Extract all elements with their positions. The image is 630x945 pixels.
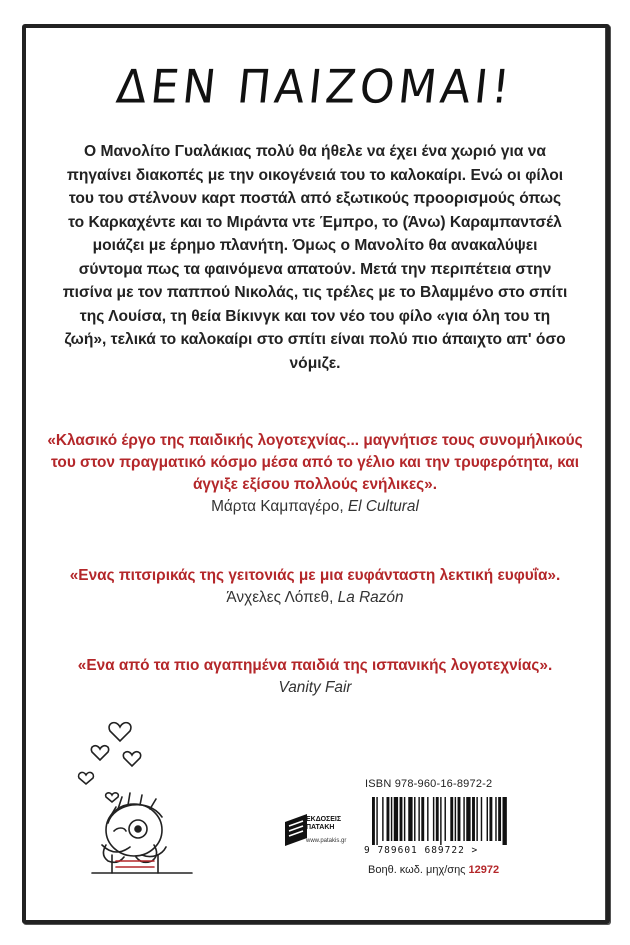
barcode-bar bbox=[391, 797, 392, 841]
back-cover-title: ΔΕΝ ΠΑΙΖΟΜΑΙ! bbox=[113, 60, 517, 115]
quote-text: «Ενας πιτσιρικάς της γειτονιάς με μια ευφάνταστη λεκτική ευφυΐα». bbox=[69, 567, 561, 584]
barcode-bar bbox=[481, 797, 482, 841]
barcode-bar bbox=[487, 797, 488, 841]
barcode-bar bbox=[418, 797, 419, 841]
product-code-value: 12972 bbox=[468, 864, 500, 876]
book-blurb: Ο Μανολίτο Γυαλάκιας πολύ θα ήθελε να έχει ένα χωριό για να πηγαίνει διακοπές με την οικογένειά του το καλοκαίρι. Ενώ οι φίλοι του του στέλνουν καρτ ποστάλ από εξωτικούς προορισμούς όπως το Καρκαχέντε και το Μιράντα ντε Έμπρο, το (Άνω) Καραμπαντσέλ μοιάζει με έρημο πλανήτη. Όμως ο Μανολίτο θα ανακαλύψει σύντομα πως τα φαινόμενα απατούν. Μετά την περιπέτεια στην πισίνα με τον παππού Νικολάς, τις τρέλες με το Βλαμμένο στο σπίτι της Λουίσα, τη θεία Βίκινγκ και τον νέο του φίλο «για όλη του τη ζωή», τελικά το καλοκαίρι στο σπίτι είναι πολύ πιο άπαιχτο απ' όσο νόμιζε. bbox=[62, 143, 568, 372]
barcode-bar bbox=[394, 797, 398, 841]
review-quote-3 bbox=[40, 655, 590, 699]
barcode-bar bbox=[433, 797, 434, 841]
review-quote-2 bbox=[40, 565, 590, 609]
quote-author: Μάρτα Καμπαγέρο, bbox=[211, 498, 348, 515]
barcode-bar bbox=[495, 797, 496, 841]
publisher-url: www.patakis.gr bbox=[306, 838, 347, 844]
quote-text: «Ενα από τα πιο αγαπημένα παιδιά της ισπανικής λογοτεχνίας». bbox=[77, 657, 553, 674]
barcode-bar bbox=[376, 797, 377, 845]
barcode-bar bbox=[472, 797, 475, 841]
barcode bbox=[368, 795, 558, 845]
barcode-bar bbox=[489, 797, 492, 841]
barcode-bar bbox=[455, 797, 456, 841]
barcode-bar bbox=[414, 797, 415, 841]
barcode-bar bbox=[404, 797, 405, 841]
barcode-bar bbox=[498, 797, 501, 841]
barcode-bar bbox=[440, 797, 441, 845]
quote-attribution bbox=[40, 496, 590, 518]
product-code-label: Βοηθ. κωδ. μηχ/σης bbox=[368, 864, 469, 876]
quote-source: La Razón bbox=[337, 589, 404, 606]
barcode-bar bbox=[466, 797, 470, 841]
barcode-bar bbox=[445, 797, 446, 841]
review-quote-1 bbox=[40, 430, 590, 518]
barcode-bar bbox=[427, 797, 428, 841]
product-code bbox=[368, 864, 499, 876]
quote-source: Vanity Fair bbox=[278, 679, 352, 696]
barcode-bar bbox=[372, 797, 375, 845]
publisher-name-line1: ΕΚΔΟΣΕΙΣ bbox=[306, 816, 342, 823]
barcode-bar bbox=[458, 797, 461, 841]
barcode-bar bbox=[436, 797, 439, 841]
barcode-digits: 9 789601 689722 > bbox=[364, 845, 479, 856]
publisher-name-line2: ΠΑΤΑΚΗ bbox=[306, 824, 335, 831]
barcode-bar bbox=[476, 797, 477, 841]
isbn-number: ISBN 978-960-16-8972-2 bbox=[365, 778, 493, 790]
barcode-bar bbox=[421, 797, 424, 841]
barcode-bar bbox=[387, 797, 390, 841]
quote-attribution bbox=[40, 587, 590, 609]
quote-attribution bbox=[40, 677, 590, 699]
barcode-bar bbox=[408, 797, 412, 841]
quote-source: El Cultural bbox=[347, 498, 419, 515]
barcode-bar bbox=[382, 797, 383, 841]
boy-with-hearts-illustration bbox=[72, 705, 212, 880]
barcode-bar bbox=[503, 797, 507, 845]
barcode-bar bbox=[463, 797, 464, 841]
barcode-bar bbox=[450, 797, 453, 841]
quote-author: Άνχελες Λόπεθ, bbox=[226, 589, 338, 606]
publisher-name bbox=[306, 816, 341, 832]
quote-text: «Κλασικό έργο της παιδικής λογοτεχνίας... μαγνήτισε τους συνομήλικούς του στον πραγματικό κόσμο μέσα από το γέλιο και την τρυφερότητα, και άγγιξε εξίσου πολλούς ενήλικες». bbox=[47, 432, 583, 493]
barcode-bar bbox=[400, 797, 403, 841]
